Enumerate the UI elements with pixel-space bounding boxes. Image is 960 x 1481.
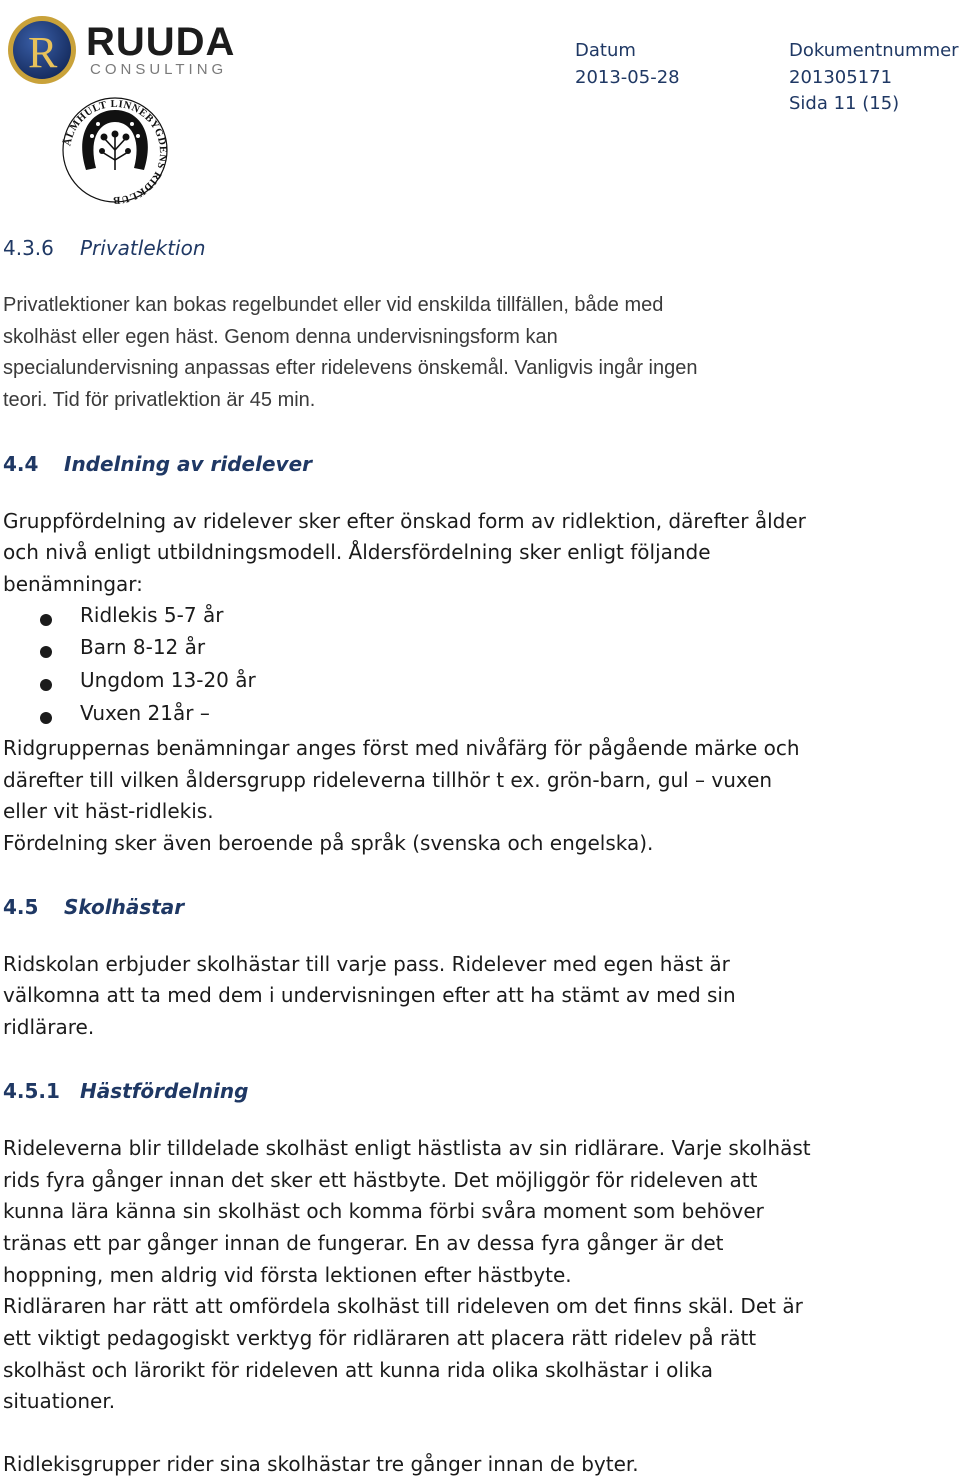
club-seal	[56, 92, 174, 204]
horseshoe-seal-icon	[56, 92, 174, 204]
section-4-3-6-heading	[3, 234, 206, 262]
paragraph-line: och nivå enligt utbildningsmodell. Åldersfördelning sker enligt följande	[3, 540, 711, 564]
paragraph-line: rids fyra gånger innan det sker ett hästbyte. Det möjliggör för rideleven att	[3, 1168, 758, 1192]
list-item: Vuxen 21år –	[80, 701, 210, 725]
paragraph-line: Fördelning sker även beroende på språk (svenska och engelska).	[3, 831, 654, 855]
bullet-icon	[40, 679, 52, 691]
section-title: Skolhästar	[64, 895, 185, 919]
paragraph-line: specialundervisning anpassas efter ridelevens önskemål. Vanligvis ingår ingen	[3, 357, 698, 379]
paragraph-line: välkomna att ta med dem i undervisningen efter att ha stämt av med sin	[3, 983, 736, 1007]
paragraph-line: situationer.	[3, 1389, 116, 1413]
bullet-icon	[40, 712, 52, 724]
paragraph-line: tränas ett par gånger innan de fungerar. En av dessa fyra gånger är det	[3, 1231, 724, 1255]
svg-text:R: R	[28, 28, 58, 77]
paragraph-line: kunna lära känna sin skolhäst och komma förbi svåra moment som behöver	[3, 1199, 764, 1223]
list-item: Ungdom 13-20 år	[80, 668, 256, 692]
list-item: Barn 8-12 år	[80, 635, 206, 659]
bullet-icon	[40, 646, 52, 658]
datum-value: 2013-05-28	[575, 67, 680, 88]
ruuda-sub: CONSULTING	[90, 61, 228, 78]
paragraph-line: Rideleverna blir tilldelade skolhäst enligt hästlista av sin ridlärare. Varje skolhäst	[3, 1136, 811, 1160]
paragraph-line: Ridskolan erbjuder skolhästar till varje pass. Ridelever med egen häst är	[3, 952, 730, 976]
paragraph-line: Ridlekisgrupper rider sina skolhästar tre gånger innan de byter.	[3, 1452, 639, 1476]
paragraph-line: Ridgruppernas benämningar anges först med nivåfärg för pågående märke och	[3, 736, 800, 760]
paragraph-line: Ridläraren har rätt att omfördela skolhäst till rideleven om det finns skäl. Det är	[3, 1294, 803, 1318]
section-title: Hästfördelning	[80, 1079, 249, 1103]
paragraph-line: skolhäst och lärorikt för rideleven att kunna rida olika skolhästar i olika	[3, 1358, 714, 1382]
section-title: Indelning av ridelever	[64, 452, 313, 476]
section-title: Privatlektion	[80, 236, 206, 260]
paragraph-line: skolhäst eller egen häst. Genom denna undervisningsform kan	[3, 326, 558, 348]
section-4-5-heading	[3, 893, 184, 921]
paragraph-line: teori. Tid för privatlektion är 45 min.	[3, 389, 316, 411]
datum-label: Datum	[575, 40, 636, 61]
bullet-icon	[40, 614, 52, 626]
svg-text:ÄLMHULT LINNÉBYGDENS RIDKLUB: ÄLMHULT LINNÉBYGDENS RIDKLUB	[62, 98, 169, 204]
section-4-4-heading	[3, 450, 312, 478]
paragraph-line: ett viktigt pedagogiskt verktyg för ridläraren att placera rätt ridelev på rätt	[3, 1326, 757, 1350]
ruuda-emblem-icon	[6, 14, 82, 86]
section-number: 4.5.1	[3, 1079, 60, 1103]
section-number: 4.5	[3, 895, 39, 919]
paragraph-line: Gruppfördelning av ridelever sker efter önskad form av ridlektion, därefter ålder	[3, 509, 806, 533]
paragraph-line: benämningar:	[3, 572, 143, 596]
ruuda-brand: RUUDA	[86, 20, 236, 64]
paragraph-line: ridlärare.	[3, 1015, 95, 1039]
document-number-value: 201305171	[789, 67, 893, 88]
paragraph-line: hoppning, men aldrig vid första lektionen efter hästbyte.	[3, 1263, 572, 1287]
document-number-label: Dokumentnummer	[789, 40, 959, 61]
section-4-5-1-heading	[3, 1077, 248, 1105]
paragraph-line: därefter till vilken åldersgrupp rideleverna tillhör t ex. grön-barn, gul – vuxen	[3, 768, 773, 792]
list-item: Ridlekis 5-7 år	[80, 603, 224, 627]
section-number: 4.3.6	[3, 236, 54, 260]
ruuda-logo	[6, 14, 236, 86]
page-number: Sida 11 (15)	[789, 93, 900, 114]
section-number: 4.4	[3, 452, 39, 476]
paragraph-line: eller vit häst-ridlekis.	[3, 799, 214, 823]
paragraph-line: Privatlektioner kan bokas regelbundet eller vid enskilda tillfällen, både med	[3, 294, 664, 316]
